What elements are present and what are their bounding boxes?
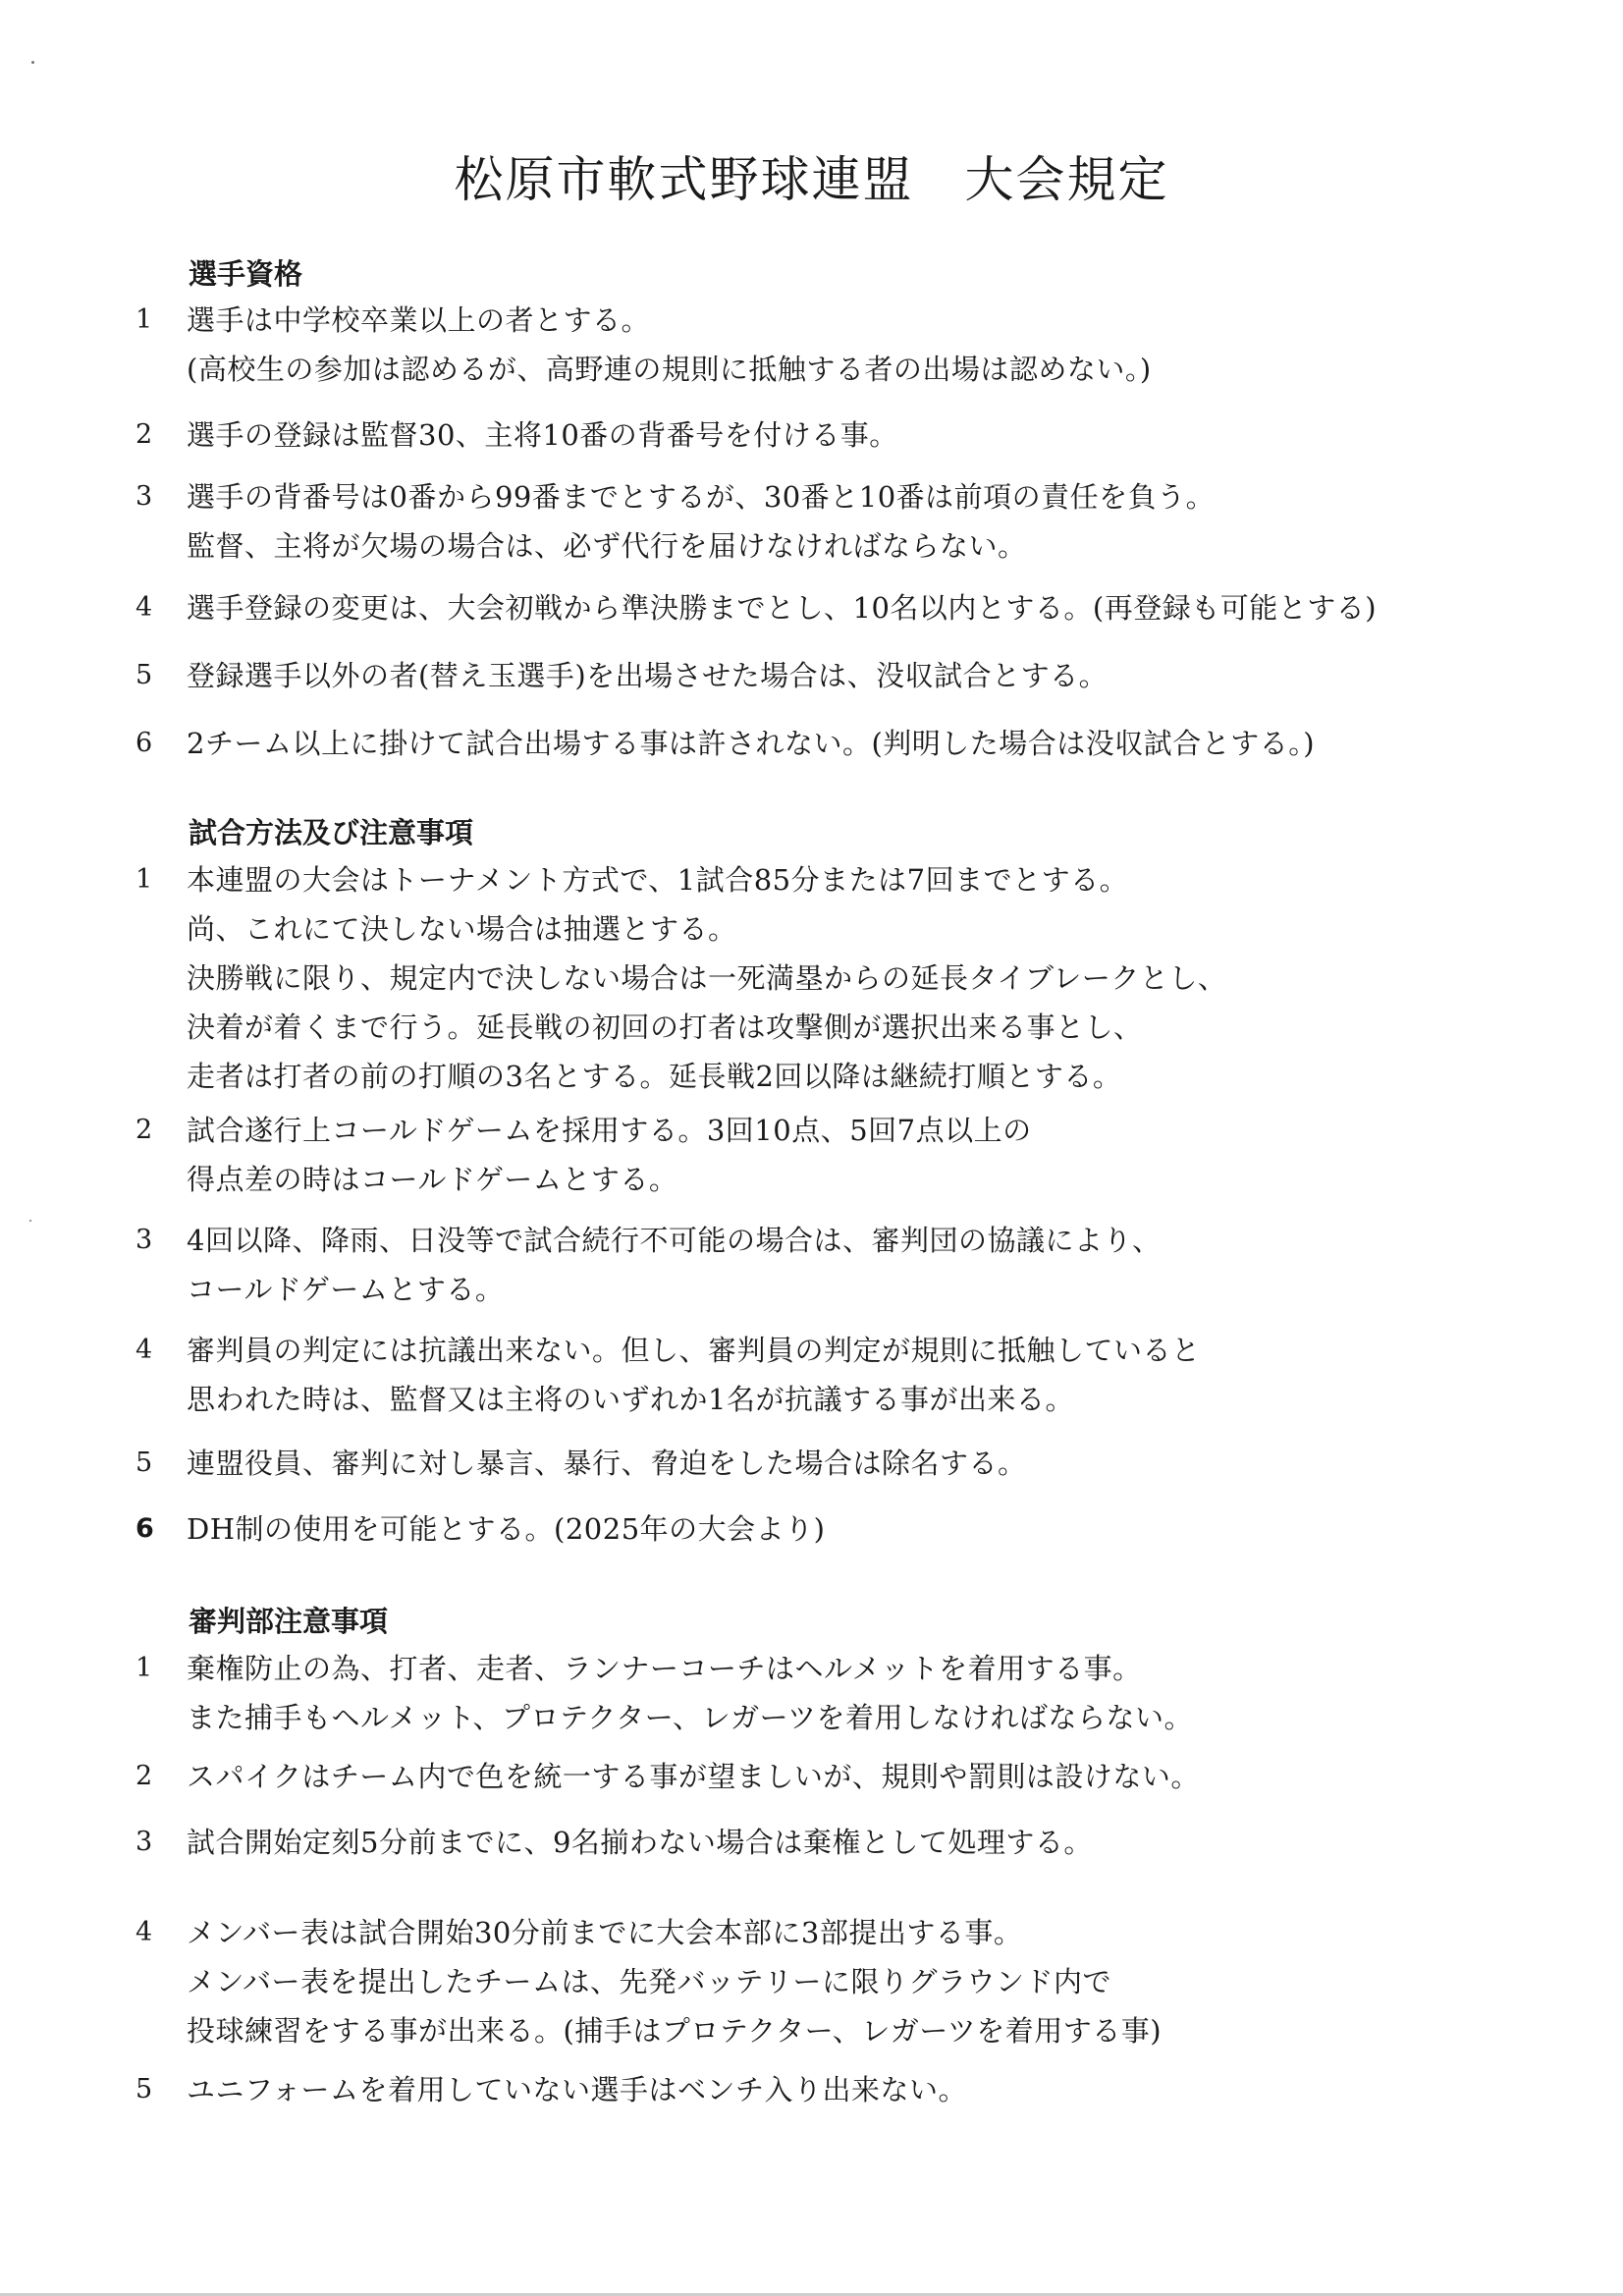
item-number: 1 (135, 304, 153, 335)
item-text: メンバー表は試合開始30分前までに大会本部に3部提出する事。 (187, 1916, 1023, 1949)
item-text: 決着が着くまで行う。延長戦の初回の打者は攻撃側が選択出来る事とし、 (187, 1011, 1143, 1044)
item-number: 6 (135, 728, 153, 758)
item-text: 投球練習をする事が出来る。(捕手はプロテクター、レガーツを着用する事) (187, 2014, 1163, 2048)
item-number: 3 (135, 1827, 153, 1857)
section-heading: 試合方法及び注意事項 (189, 816, 474, 849)
item-number: 5 (135, 2074, 153, 2105)
item-number: 2 (135, 1761, 153, 1791)
item-text: 決勝戦に限り、規定内で決しない場合は一死満塁からの延長タイブレークとし、 (187, 961, 1227, 995)
item-text: 連盟役員、審判に対し暴言、暴行、脅迫をした場合は除名する。 (187, 1447, 1027, 1480)
item-text: コールドゲームとする。 (187, 1273, 505, 1306)
item-text: 監督、主将が欠場の場合は、必ず代行を届けなければならない。 (187, 529, 1027, 563)
item-number: 2 (135, 419, 153, 450)
item-text: 本連盟の大会はトーナメント方式で、1試合85分または7回までとする。 (187, 863, 1129, 897)
item-text: 尚、これにて決しない場合は抽選とする。 (187, 912, 737, 946)
item-number: 3 (135, 1225, 153, 1255)
item-text: 審判員の判定には抗議出来ない。但し、審判員の判定が規則に抵触していると (187, 1334, 1201, 1367)
item-text: メンバー表を提出したチームは、先発バッテリーに限りグラウンド内で (187, 1965, 1111, 1998)
item-text: 走者は打者の前の打順の3名とする。延長戦2回以降は継続打順とする。 (187, 1060, 1122, 1093)
scan-speck (31, 61, 34, 64)
item-number: 3 (135, 481, 153, 512)
item-text: 得点差の時はコールドゲームとする。 (187, 1163, 678, 1196)
item-number: 5 (135, 660, 153, 690)
item-text: 選手の登録は監督30、主将10番の背番号を付ける事。 (187, 418, 898, 452)
page-title: 松原市軟式野球連盟 大会規定 (454, 151, 1169, 208)
item-number: 4 (135, 1335, 153, 1365)
item-text: 試合開始定刻5分前までに、9名揃わない場合は棄権として処理する。 (187, 1826, 1093, 1859)
item-number: 6 (135, 1513, 154, 1544)
item-number: 4 (135, 1917, 153, 1947)
item-text: 選手は中学校卒業以上の者とする。 (187, 303, 651, 337)
item-text: 4回以降、降雨、日没等で試合続行不可能の場合は、審判団の協議により、 (187, 1224, 1162, 1257)
item-text: 選手の背番号は0番から99番までとするが、30番と10番は前項の責任を負う。 (187, 480, 1216, 514)
item-text: ユニフォームを着用していない選手はベンチ入り出来ない。 (187, 2073, 968, 2106)
item-number: 5 (135, 1448, 153, 1478)
item-number: 1 (135, 864, 153, 895)
section-heading: 選手資格 (189, 257, 303, 291)
item-text: 思われた時は、監督又は主将のいずれか1名が抗議する事が出来る。 (187, 1383, 1074, 1416)
item-number: 1 (135, 1653, 153, 1683)
item-text: 選手登録の変更は、大会初戦から準決勝までとし、10名以内とする。(再登録も可能とする) (187, 591, 1378, 625)
item-number: 2 (135, 1115, 153, 1145)
item-text: DH制の使用を可能とする。(2025年の大会より) (187, 1512, 826, 1546)
scan-speck (29, 1220, 31, 1222)
item-text: また捕手もヘルメット、プロテクター、レガーツを着用しなければならない。 (187, 1701, 1193, 1734)
item-text: 2チーム以上に掛けて試合出場する事は許されない。(判明した場合は没収試合とする。) (187, 727, 1316, 760)
section-heading: 審判部注意事項 (189, 1605, 389, 1638)
item-number: 4 (135, 592, 153, 623)
item-text: 棄権防止の為、打者、走者、ランナーコーチはヘルメットを着用する事。 (187, 1652, 1142, 1685)
item-text: 登録選手以外の者(替え玉選手)を出場させた場合は、没収試合とする。 (187, 659, 1109, 692)
item-text: (高校生の参加は認めるが、高野連の規則に抵触する者の出場は認めない。) (187, 353, 1152, 386)
item-text: 試合遂行上コールドゲームを採用する。3回10点、5回7点以上の (187, 1114, 1032, 1147)
item-text: スパイクはチーム内で色を統一する事が望ましいが、規則や罰則は設けない。 (187, 1760, 1200, 1793)
